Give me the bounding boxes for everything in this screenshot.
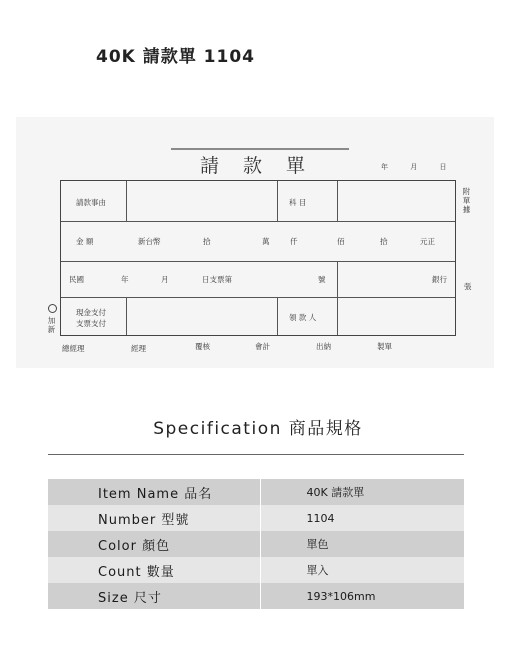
account-label: 科 目 — [289, 198, 307, 207]
unit-label: 元正 — [420, 237, 435, 246]
spec-label: Count 數量 — [48, 557, 260, 583]
sheets-label: 張 — [464, 282, 472, 291]
row-divider — [61, 261, 455, 262]
year-label: 民國 — [69, 275, 84, 284]
bank-label: 銀行 — [432, 275, 447, 284]
spec-value: 193*106mm — [260, 583, 464, 609]
amount-label: 金 額 — [76, 237, 94, 246]
col-divider — [337, 261, 338, 335]
table-row — [48, 557, 464, 583]
table-row — [48, 531, 464, 557]
unit-label: 佰 — [337, 237, 345, 246]
table-row — [48, 479, 464, 505]
form-date: 年 月 日 — [381, 163, 447, 171]
col-divider — [337, 181, 338, 221]
attachment-label: 附 單 據 — [462, 187, 471, 214]
form-title: 請款單 — [200, 155, 330, 177]
cash-label: 現金支付 — [76, 308, 106, 317]
col-divider — [126, 181, 127, 221]
unit-label: 萬 — [262, 237, 270, 246]
row-divider — [61, 297, 455, 298]
table-row — [48, 583, 464, 609]
unit-label: 拾 — [203, 237, 211, 246]
spec-value: 單入 — [260, 557, 464, 583]
table-row — [48, 505, 464, 531]
spec-label: Item Name 品名 — [48, 479, 260, 505]
signature-label: 總經理 — [62, 344, 85, 353]
spec-label: Number 型號 — [48, 505, 260, 531]
signature-label: 會計 — [255, 342, 270, 351]
spec-value: 1104 — [260, 505, 464, 531]
spec-title: Specification 商品規格 — [153, 419, 363, 439]
year-label: 年 — [121, 275, 129, 284]
binding-label: 加 新 — [47, 316, 56, 334]
signature-label: 經理 — [131, 344, 146, 353]
col-divider — [126, 297, 127, 335]
signature-label: 出納 — [316, 342, 331, 351]
divider — [48, 454, 464, 455]
check-label: 日支票第 — [202, 275, 232, 284]
col-divider — [277, 297, 278, 335]
spec-table — [48, 479, 464, 609]
number-label: 號 — [318, 275, 326, 284]
unit-label: 仟 — [290, 237, 298, 246]
reason-label: 請款事由 — [76, 198, 106, 207]
spec-label: Size 尺寸 — [48, 583, 260, 609]
spec-value: 單色 — [260, 531, 464, 557]
month-label: 月 — [161, 275, 169, 284]
currency-label: 新台幣 — [138, 237, 161, 246]
spec-value: 40K 請款單 — [260, 479, 464, 505]
binding-hole-icon — [48, 304, 57, 313]
col-divider — [277, 181, 278, 221]
row-divider — [61, 221, 455, 222]
page-title: 40K 請款單 1104 — [96, 47, 255, 67]
spec-label: Color 顏色 — [48, 531, 260, 557]
payee-label: 領 款 人 — [289, 313, 317, 322]
form-table — [60, 180, 456, 336]
form-top-rule — [171, 148, 349, 150]
signature-label: 製單 — [377, 342, 392, 351]
unit-label: 拾 — [380, 237, 388, 246]
cheque-label: 支票支付 — [76, 319, 106, 328]
signature-label: 覆核 — [195, 342, 210, 351]
